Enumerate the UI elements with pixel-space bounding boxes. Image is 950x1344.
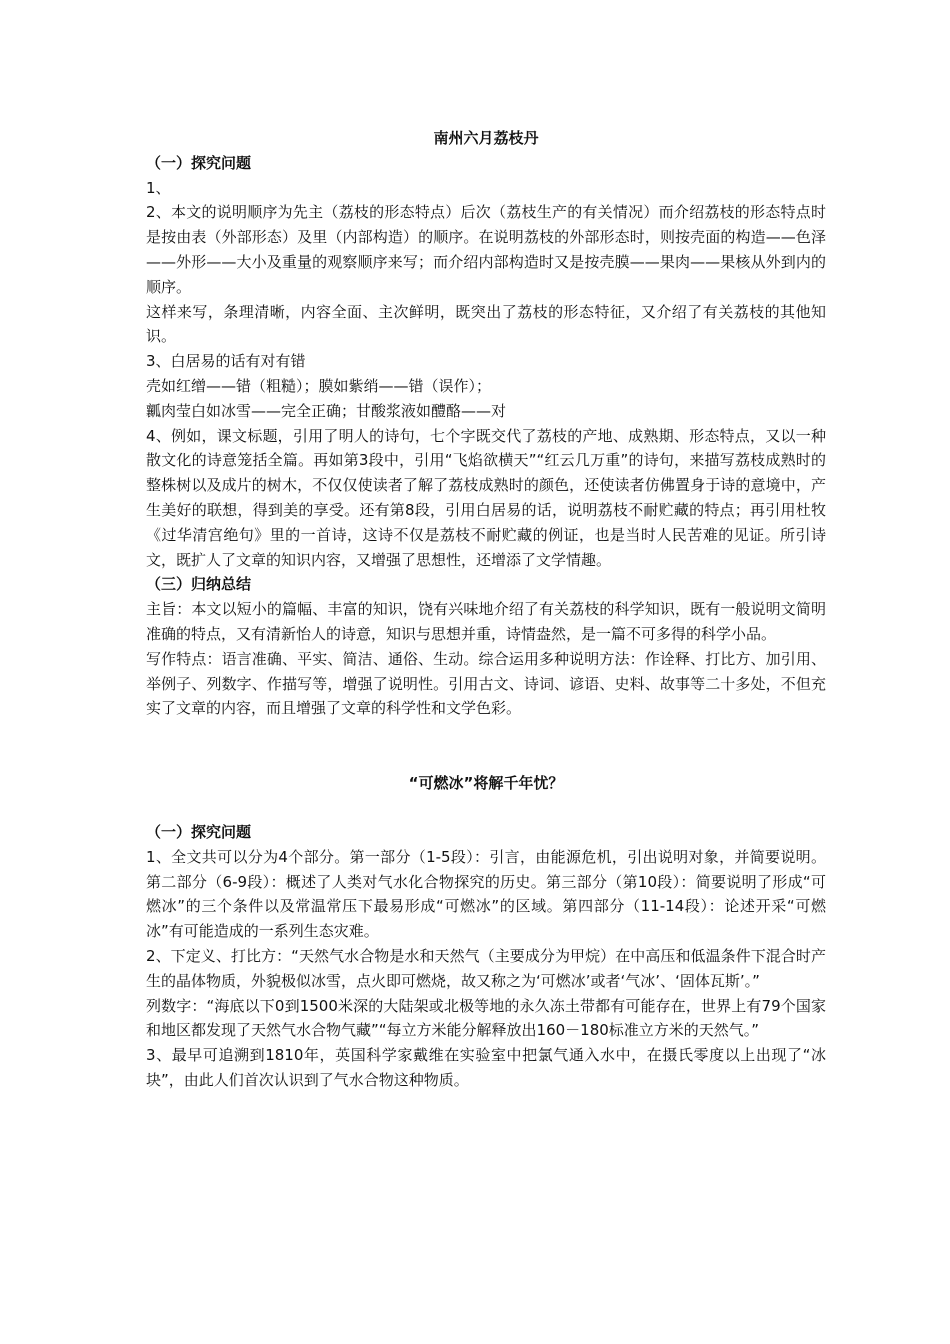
section1-heading-explore: （一）探究问题 <box>146 153 252 172</box>
section1-q2-paragraph: 2、本文的说明顺序为先主（荔枝的形态特点）后次（荔枝生产的有关情况）而介绍荔枝的形态特点时是按由表（外部形态）及里（内部构造）的顺序。在说明荔枝的外部形态时，则按壳面的构造——色泽——外形——大小及重量的观察顺序来写；而介绍内部构造时又是按壳膜——果肉——果核从外到内的顺序。 <box>146 203 826 296</box>
section2-q1: 1、全文共可以分为4个部分。第一部分（1-5段）：引言，由能源危机，引出说明对象，并简要说明。第二部分（6-9段）：概述了人类对气水化合物探究的历史。第三部分（第10段）：简要说明了形成“可燃冰”的三个条件以及常温常压下最易形成“可燃冰”的区域。第四部分（11-14段）：论述开采“可燃冰”有可能造成的一系列生态灾难。 <box>146 847 826 941</box>
section2-title: “可燃冰”将解千年忧？ <box>408 774 564 793</box>
section1-title: 南州六月荔枝丹 <box>433 129 539 147</box>
title-gap <box>146 796 826 820</box>
section2-q3: 3、最早可追溯到1810年，英国科学家戴维在实验室中把氯气通入水中，在摄氏零度以上出现了“冰块”，由此人们首次认识到了气水合物这种物质。 <box>146 1046 826 1089</box>
section1-q4: 4、例如，课文标题，引用了明人的诗句，七个字既交代了荔枝的产地、成熟期、形态特点，又以一种散文化的诗意笼括全篇。再如第3段中，引用“飞焰欲横天”“红云几万重”的诗句，来描写荔枝成熟时的整株树以及成片的树木，不仅仅使读者了解了荔枝成熟时的颜色，还使读者仿佛置身于诗的意境中，产生美好的联想，得到美的享受。还有第8段，引用白居易的话，说明荔枝不耐贮藏的特点；再引用杜牧《过华清宫绝句》里的一首诗，这诗不仅是荔枝不耐贮藏的例证，也是当时人民苦难的见证。所引诗文，既扩人了文章的知识内容，又增强了思想性，还增添了文学情趣。 <box>146 426 826 569</box>
section-gap <box>146 721 826 771</box>
section2-q2-numbers: 列数字：“海底以下0到1500米深的大陆架或北极等地的永久冻土带都有可能存在，世界上有79个国家和地区都发现了天然气水合物气藏”“每立方米能分解释放出160－180标准立方米的天然气。” <box>146 996 826 1040</box>
section1-q1: 1、 <box>146 178 171 197</box>
section1-theme: 主旨：本文以短小的篇幅、丰富的知识，饶有兴味地介绍了有关荔枝的科学知识，既有一般说明文简明准确的特点，又有清新怡人的诗意，知识与思想并重，诗情盎然，是一篇不可多得的科学小品。 <box>146 600 826 643</box>
section1-heading-summary: （三）归纳总结 <box>146 575 252 594</box>
section2-heading-explore: （一）探究问题 <box>146 822 252 841</box>
section1-q3-line2: 瓤肉莹白如冰雪——完全正确；甘酸浆液如醴酪——对 <box>146 401 507 420</box>
document-page <box>146 126 826 1093</box>
section1-q3-title: 3、白居易的话有对有错 <box>146 352 306 371</box>
section2-q2: 2、下定义、打比方：“天然气水合物是水和天然气（主要成分为甲烷）在中高压和低温条件下混合时产生的晶体物质，外貌极似冰雪，点火即可燃烧，故又称之为‘可燃冰’或者‘气冰’、‘固体瓦斯’。” <box>146 946 826 990</box>
section1-q2-summary: 这样来写，条理清晰，内容全面、主次鲜明，既突出了荔枝的形态特征，又介绍了有关荔枝的其他知识。 <box>146 302 826 346</box>
section1-writing-features: 写作特点：语言准确、平实、简洁、通俗、生动。综合运用多种说明方法：作诠释、打比方、加引用、举例子、列数字、作描写等，增强了说明性。引用古文、诗词、谚语、史料、故事等二十多处，不但充实了文章的内容，而且增强了文章的科学性和文学色彩。 <box>146 649 826 718</box>
section1-q3-line1: 壳如红缯——错（粗糙）；膜如紫绡——错（误作）； <box>146 376 492 395</box>
